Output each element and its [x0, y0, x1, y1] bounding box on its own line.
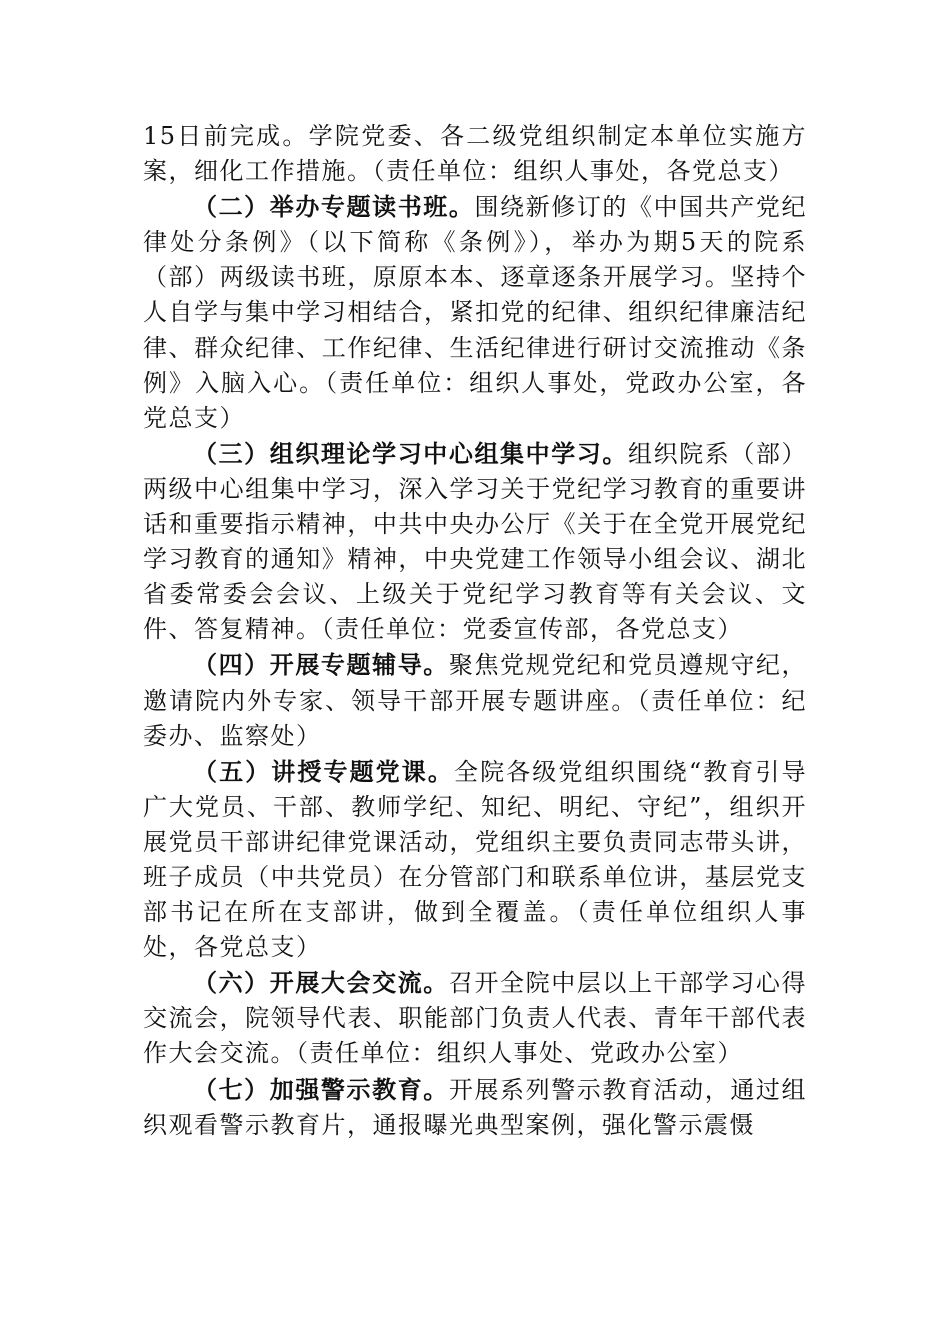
paragraph-heading: （七）加强警示教育。 — [193, 1074, 449, 1104]
paragraph-body: 聚焦党规党纪和党员遵规守纪，邀请院内外专家、领导干部开展专题讲座。（责任单位：纪委办、监察处） — [143, 651, 808, 750]
paragraph-heading: （四）开展专题辅导。 — [193, 650, 449, 680]
paragraph-5 — [143, 754, 807, 966]
paragraph-7 — [143, 1072, 807, 1143]
document-page — [143, 118, 807, 1143]
paragraph-body: 开展系列警示教育活动，通过组织观看警示教育片，通报曝光典型案例，强化警示震慑 — [143, 1075, 808, 1139]
paragraph-4 — [143, 647, 807, 753]
paragraph-heading: （五）讲授专题党课。 — [193, 756, 454, 786]
paragraph-body: 全院各级党组织围绕“教育引导广大党员、干部、教师学纪、知纪、明纪、守纪”，组织开展党员干部讲纪律党课活动，党组织主要负责同志带头讲，班子成员（中共党员）在分管部门和联系单位讲，基层党支部书记在所在支部讲，做到全覆盖。（责任单位组织人事处，各党总支） — [143, 757, 807, 962]
paragraph-2 — [143, 189, 807, 436]
paragraph-body: 组织院系（部）两级中心组集中学习，深入学习关于党纪学习教育的重要讲话和重要指示精神，中共中央办公厅《关于在全党开展党纪学习教育的通知》精神，中央党建工作领导小组会议、湖北省委常委会会议、上级关于党纪学习教育等有关会议、文件、答复精神。（责任单位：党委宣传部，各党总支） — [143, 439, 808, 644]
paragraph-heading: （三）组织理论学习中心组集中学习。 — [193, 438, 628, 468]
paragraph-body: 召开全院中层以上干部学习心得交流会，院领导代表、职能部门负责人代表、青年干部代表作大会交流。（责任单位：组织人事处、党政办公室） — [143, 969, 808, 1068]
paragraph-heading: （二）举办专题读书班。 — [193, 192, 475, 222]
paragraph-body: 围绕新修订的《中国共产党纪律处分条例》（以下简称《条例》），举办为期5天的院系（部）两级读书班，原原本本、逐章逐条开展学习。坚持个人自学与集中学习相结合，紧扣党的纪律、组织纪律廉洁纪律、群众纪律、工作纪律、生活纪律进行研讨交流推动《条例》入脑入心。（责任单位：组织人事处，党政办公室，各党总支） — [143, 193, 808, 432]
paragraph-6 — [143, 965, 807, 1071]
paragraph-heading: （六）开展大会交流。 — [193, 968, 449, 998]
paragraph-1 — [143, 118, 807, 189]
paragraph-3 — [143, 436, 807, 648]
paragraph-body: 15日前完成。学院党委、各二级党组织制定本单位实施方案，细化工作措施。（责任单位：组织人事处，各党总支） — [143, 122, 807, 186]
